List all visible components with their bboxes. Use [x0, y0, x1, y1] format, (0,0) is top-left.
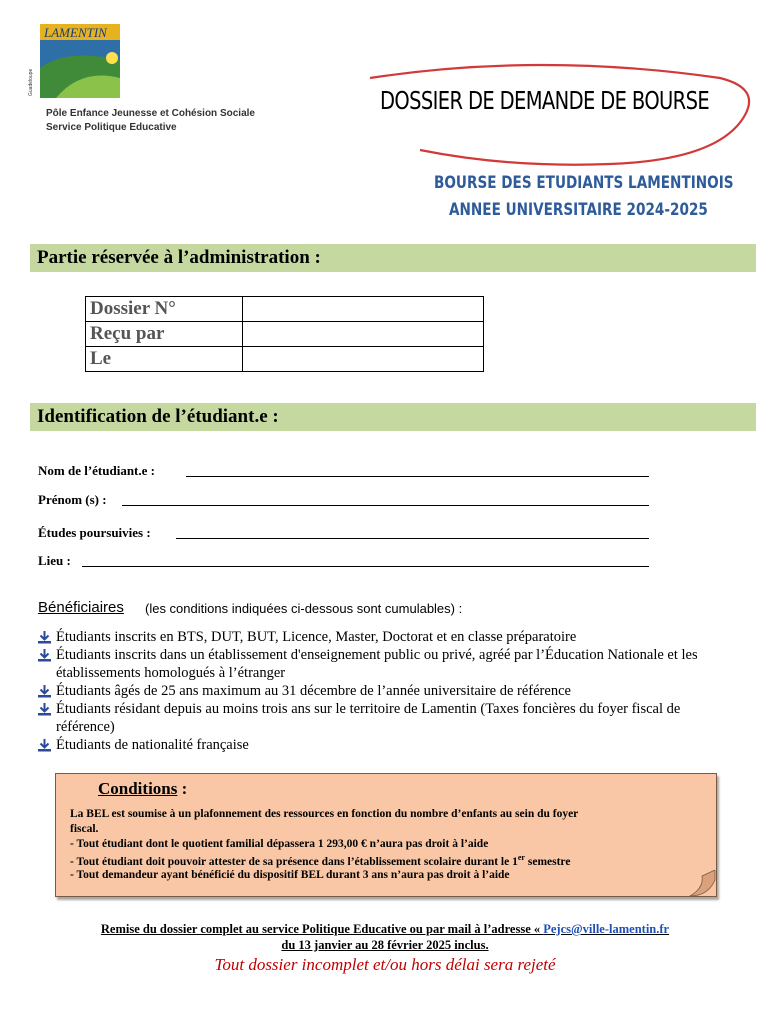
department-line-1: Pôle Enfance Jeunesse et Cohésion Sociale [46, 108, 255, 119]
received-by-field[interactable] [243, 322, 484, 347]
admin-table [85, 296, 484, 372]
list-item [38, 700, 738, 736]
submission-instructions [0, 922, 770, 937]
arrow-bullet-icon [38, 631, 51, 644]
etudes-field[interactable] [176, 538, 649, 539]
beneficiaires-list [38, 628, 738, 754]
conditions-line [70, 853, 570, 868]
table-row [86, 322, 484, 347]
email-link[interactable]: Pejcs@ville-lamentin.fr [543, 922, 670, 936]
conditions-title [98, 779, 187, 799]
admin-row-label: Le [86, 347, 243, 372]
list-item [38, 646, 738, 682]
conditions-line-part: semestre [524, 855, 571, 868]
identification-section-header [30, 403, 756, 431]
subtitle-bourse: BOURSE DES ETUDIANTS LAMENTINOIS [434, 173, 734, 193]
identification-section-title: Identification de l’étudiant.e : [37, 406, 279, 427]
list-item [38, 628, 738, 646]
table-row [86, 347, 484, 372]
conditions-title-text: Conditions [98, 779, 178, 798]
etudes-label: Études poursuivies : [38, 525, 151, 540]
submission-text: Remise du dossier complet au service Politique Educative ou par mail à l’adresse « [100, 922, 544, 936]
conditions-line: - Tout étudiant dont le quotient familial dépassera 1 293,00 € n’aura pas droit à l’aide [70, 838, 489, 850]
beneficiaire-text: Étudiants âgés de 25 ans maximum au 31 décembre de l’année universitaire de référence [56, 683, 571, 699]
beneficiaires-note: (les conditions indiquées ci-dessous sont cumulables) : [145, 601, 463, 616]
beneficiaires-title: Bénéficiaires [38, 599, 124, 616]
lamentin-logo [26, 18, 126, 102]
submission-dates: du 13 janvier au 28 février 2025 inclus. [281, 938, 489, 952]
lieu-label: Lieu : [38, 553, 71, 568]
conditions-superscript: er [517, 853, 525, 862]
list-item [38, 682, 738, 700]
admin-row-label: Reçu par [86, 322, 243, 347]
logo-text: LAMENTIN [44, 25, 107, 40]
logo-side-text: Guadeloupe [28, 68, 34, 96]
rejection-warning: Tout dossier incomplet et/ou hors délai sera rejeté [214, 955, 556, 974]
conditions-line: fiscal. [70, 823, 99, 835]
beneficiaire-text: Étudiants inscrits dans un établissement d'enseignement public ou privé, agréé par l’Éducation Nationale et les établissements homologués à l’étranger [56, 647, 698, 681]
document-title: DOSSIER DE DEMANDE DE BOURSE [380, 86, 710, 115]
lieu-field[interactable] [82, 566, 649, 567]
arrow-bullet-icon [38, 739, 51, 752]
prenom-field[interactable] [122, 505, 649, 506]
table-row [86, 297, 484, 322]
arrow-bullet-icon [38, 685, 51, 698]
arrow-bullet-icon [38, 649, 51, 662]
nom-label: Nom de l’étudiant.e : [38, 463, 155, 478]
list-item [38, 736, 738, 754]
department-line-2: Service Politique Educative [46, 122, 177, 133]
admin-section-title: Partie réservée à l’administration : [37, 247, 321, 268]
dossier-number-field[interactable] [243, 297, 484, 322]
prenom-label: Prénom (s) : [38, 492, 107, 507]
beneficiaire-text: Étudiants inscrits en BTS, DUT, BUT, Licence, Master, Doctorat et en classe préparatoire [56, 629, 577, 645]
date-field[interactable] [243, 347, 484, 372]
beneficiaire-text: Étudiants de nationalité française [56, 737, 249, 753]
conditions-line: La BEL est soumise à un plafonnement des ressources en fonction du nombre d’enfants au sein du foyer [70, 808, 579, 820]
arrow-bullet-icon [38, 703, 51, 716]
conditions-line: - Tout demandeur ayant bénéficié du dispositif BEL durant 3 ans n’aura pas droit à l’aide [70, 869, 510, 881]
title-swoosh-decoration [360, 60, 760, 170]
page-curl-decoration [688, 870, 718, 898]
admin-row-label: Dossier N° [86, 297, 243, 322]
conditions-title-colon: : [177, 779, 188, 798]
admin-section-header [30, 244, 756, 272]
conditions-line-part: - Tout étudiant doit pouvoir attester de sa présence dans l’établissement scolaire durant le 1 [70, 855, 518, 868]
subtitle-annee: ANNEE UNIVERSITAIRE 2024-2025 [449, 200, 708, 220]
nom-field[interactable] [186, 476, 649, 477]
beneficiaire-text: Étudiants résidant depuis au moins trois ans sur le territoire de Lamentin (Taxes foncières du foyer fiscal de référence) [56, 701, 681, 735]
